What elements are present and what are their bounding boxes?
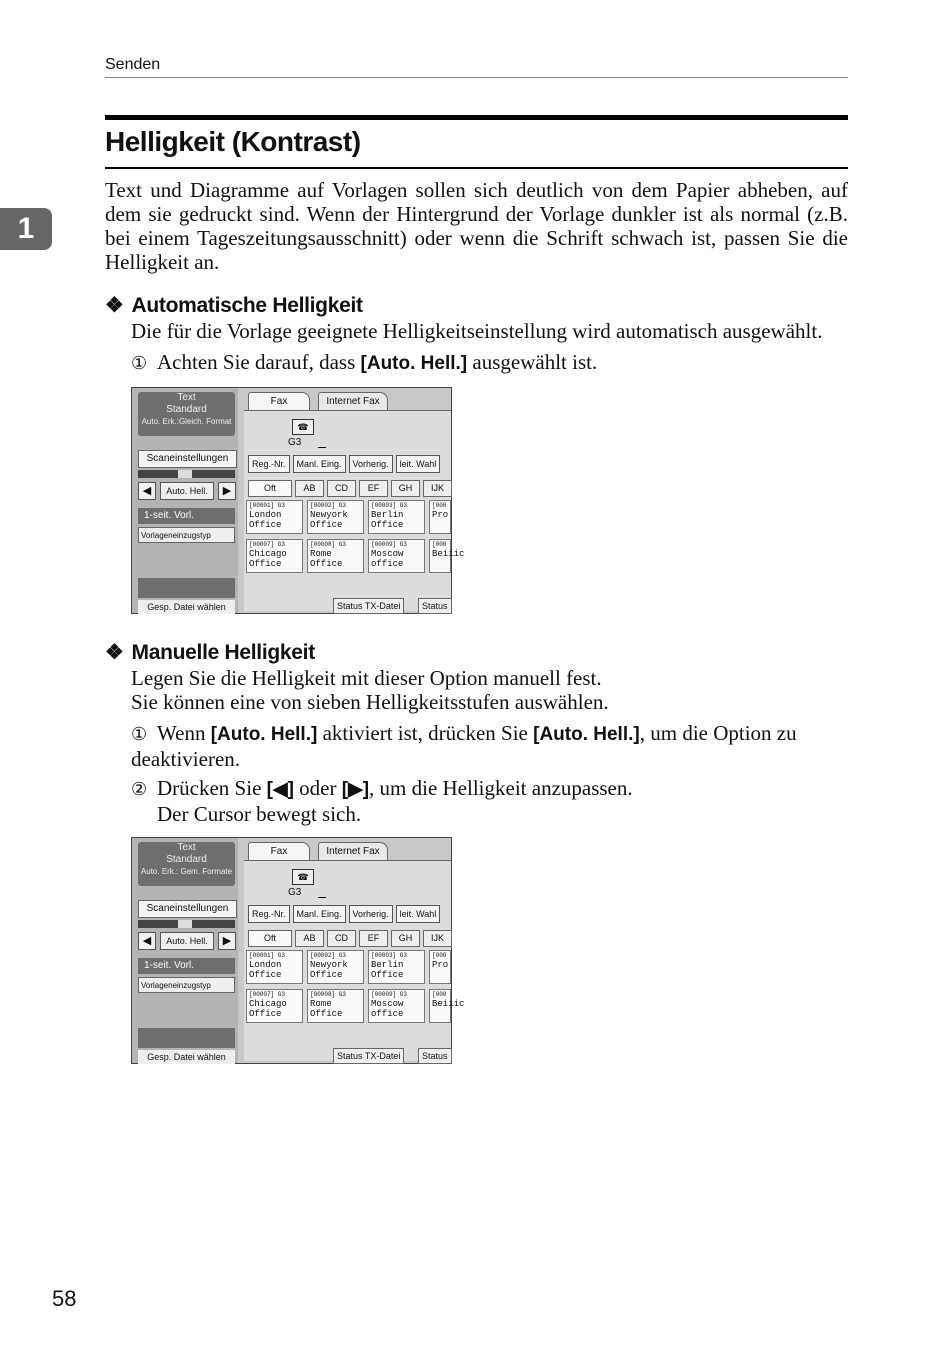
diamond-bullet-icon: ❖ [105, 641, 124, 664]
tab-ef[interactable]: EF [359, 930, 388, 947]
tab-ab[interactable]: AB [295, 930, 324, 947]
fax-icon: ☎ [292, 869, 314, 885]
original-sides-button[interactable]: 1-seit. Vorl. [138, 508, 235, 524]
feed-type-button[interactable]: Vorlageneinzugstyp [138, 527, 235, 543]
reg-nr-button[interactable]: Reg.-Nr. [248, 905, 290, 923]
status-button[interactable]: Status [418, 1048, 452, 1064]
tab-cd[interactable]: CD [327, 930, 356, 947]
brightness-bar [138, 470, 235, 478]
manual-entry-button[interactable]: Manl. Eing. [293, 455, 346, 473]
running-head: Senden [105, 56, 161, 73]
manual-entry-button[interactable]: Manl. Eing. [293, 905, 346, 923]
tab-internet-fax[interactable]: Internet Fax [318, 842, 388, 861]
darker-arrow-button[interactable]: ▶ [218, 932, 236, 950]
manual-step-2: ② Drücken Sie [◀] oder [▶], um die Helligkeit anzupassen. Der Cursor bewegt sich. [131, 776, 633, 826]
destination-button[interactable]: [00001] G3 London Office [246, 950, 303, 984]
page-title: Helligkeit (Kontrast) [105, 126, 361, 157]
tab-cd[interactable]: CD [327, 480, 356, 497]
tab-internet-fax[interactable]: Internet Fax [318, 392, 388, 411]
destination-button[interactable]: [000 Pro [429, 500, 451, 534]
page-number: 58 [52, 1286, 77, 1311]
destination-button[interactable]: [00002] G3 Newyork Office [307, 950, 364, 984]
destination-button[interactable]: [00003] G3 Berlin Office [368, 950, 425, 984]
diamond-bullet-icon: ❖ [105, 294, 124, 317]
auto-description: Die für die Vorlage geeignete Helligkeitseinstellung wird automatisch ausgewählt. [131, 319, 823, 343]
tab-ijk[interactable]: IJK [423, 480, 452, 497]
status-tx-file-button[interactable]: Status TX-Datei [333, 1048, 404, 1064]
destination-button[interactable]: [00009] G3 Moscow office [368, 989, 425, 1023]
scan-info-box: Text Standard Auto. Erk.:Gleich. Format [138, 392, 235, 436]
intro-paragraph: Text und Diagramme auf Vorlagen sollen sich deutlich von dem Papier abheben, auf dem sie gedruckt sind. Wenn der Hintergrund der Vorlage dunkler ist als normal (z.B. bei einem Tageszeitungsausschnitt) oder wenn die Schrift schwach ist, passen Sie die Helligkeit an. [105, 178, 848, 274]
title-rule-bottom [105, 167, 848, 169]
header-rule [105, 77, 848, 78]
destination-button[interactable]: [00009] G3 Moscow office [368, 539, 425, 573]
reg-nr-button[interactable]: Reg.-Nr. [248, 455, 290, 473]
manual-description-1: Legen Sie die Helligkeit mit dieser Option manuell fest. [131, 666, 602, 690]
screenshot-manual-brightness: Text Standard Auto. Erk.: Gem. Formate Scaneinstellungen ◀ Auto. Hell. ▶ 1-seit. Vorl. Vorlageneinzugstyp Gesp. Datei wählen Fax Internet Fax ☎ G3 Reg.-Nr. Manl. Eing. Vorherig. leit. Wahl Oft AB CD EF GH IJK [00001] G3 London Office [00002] G3 Newyork Office [00003] G3 Berlin Office [000 Pro [00007] G3 Chicago Office [00008] G3 Rome Office [00009] G3 Moscow office [000 Beiiic Status TX-Datei Status [131, 837, 452, 1064]
original-sides-button[interactable]: 1-seit. Vorl. [138, 958, 235, 974]
tab-ijk[interactable]: IJK [423, 930, 452, 947]
stored-file-button[interactable]: Gesp. Datei wählen [138, 600, 235, 614]
scan-settings-button[interactable]: Scaneinstellungen [138, 450, 237, 468]
fax-icon: ☎ [292, 419, 314, 435]
destination-button[interactable]: [00003] G3 Berlin Office [368, 500, 425, 534]
chapter-tab: 1 [0, 208, 52, 250]
darker-arrow-button[interactable]: ▶ [218, 482, 236, 500]
tab-gh[interactable]: GH [391, 930, 420, 947]
section-title-manual: ❖ Manuelle Helligkeit [105, 641, 315, 664]
screenshot-auto-brightness: Text Standard Auto. Erk.:Gleich. Format Scaneinstellungen ◀ Auto. Hell. ▶ 1-seit. Vorl. Vorlageneinzugstyp Gesp. Datei wählen Fax Internet Fax ☎ G3 Reg.-Nr. Manl. Eing. Vorherig. leit. Wahl Oft AB CD EF GH IJK [00001] G3 London Office [00002] G3 Newyork Office [00003] G3 Berlin Office [000 Pro [00007] G3 Chicago Office [00008] G3 Rome Office [00009] G3 Moscow office [000 Beiiic Status TX-Datei Status [131, 387, 452, 614]
status-button[interactable]: Status [418, 598, 452, 614]
auto-step-1: ① Achten Sie darauf, dass [Auto. Hell.] ausgewählt ist. [131, 350, 598, 374]
dial-button[interactable]: leit. Wahl [396, 455, 441, 473]
destination-button[interactable]: [00002] G3 Newyork Office [307, 500, 364, 534]
manual-step-1: ① Wenn [Auto. Hell.] aktiviert ist, drücken Sie [Auto. Hell.], um die Option zu deaktivieren. [131, 721, 797, 771]
auto-brightness-button[interactable]: Auto. Hell. [160, 482, 214, 500]
tab-frequent[interactable]: Oft [248, 930, 292, 947]
destination-button[interactable]: [00008] G3 Rome Office [307, 539, 364, 573]
destination-button[interactable]: [000 Beiiic [429, 539, 451, 573]
tab-ab[interactable]: AB [295, 480, 324, 497]
tab-fax[interactable]: Fax [248, 392, 310, 411]
feed-type-button[interactable]: Vorlageneinzugstyp [138, 977, 235, 993]
previous-button[interactable]: Vorherig. [349, 455, 393, 473]
manual-description-2: Sie können eine von sieben Helligkeitsstufen auswählen. [131, 690, 609, 714]
section-title-auto: ❖ Automatische Helligkeit [105, 294, 363, 317]
brightness-bar [138, 920, 235, 928]
destination-button[interactable]: [000 Pro [429, 950, 451, 984]
auto-brightness-button[interactable]: Auto. Hell. [160, 932, 214, 950]
lighter-arrow-button[interactable]: ◀ [138, 482, 156, 500]
tab-gh[interactable]: GH [391, 480, 420, 497]
destination-button[interactable]: [00001] G3 London Office [246, 500, 303, 534]
destination-button[interactable]: [00007] G3 Chicago Office [246, 989, 303, 1023]
previous-button[interactable]: Vorherig. [349, 905, 393, 923]
tab-fax[interactable]: Fax [248, 842, 310, 861]
destination-button[interactable]: [00007] G3 Chicago Office [246, 539, 303, 573]
scan-info-box: Text Standard Auto. Erk.: Gem. Formate [138, 842, 235, 886]
lighter-arrow-button[interactable]: ◀ [138, 932, 156, 950]
scan-settings-button[interactable]: Scaneinstellungen [138, 900, 237, 918]
tab-ef[interactable]: EF [359, 480, 388, 497]
tab-frequent[interactable]: Oft [248, 480, 292, 497]
status-tx-file-button[interactable]: Status TX-Datei [333, 598, 404, 614]
dial-button[interactable]: leit. Wahl [396, 905, 441, 923]
stored-file-button[interactable]: Gesp. Datei wählen [138, 1050, 235, 1064]
title-rule-top [105, 115, 848, 120]
destination-button[interactable]: [00008] G3 Rome Office [307, 989, 364, 1023]
destination-button[interactable]: [000 Beiiic [429, 989, 451, 1023]
